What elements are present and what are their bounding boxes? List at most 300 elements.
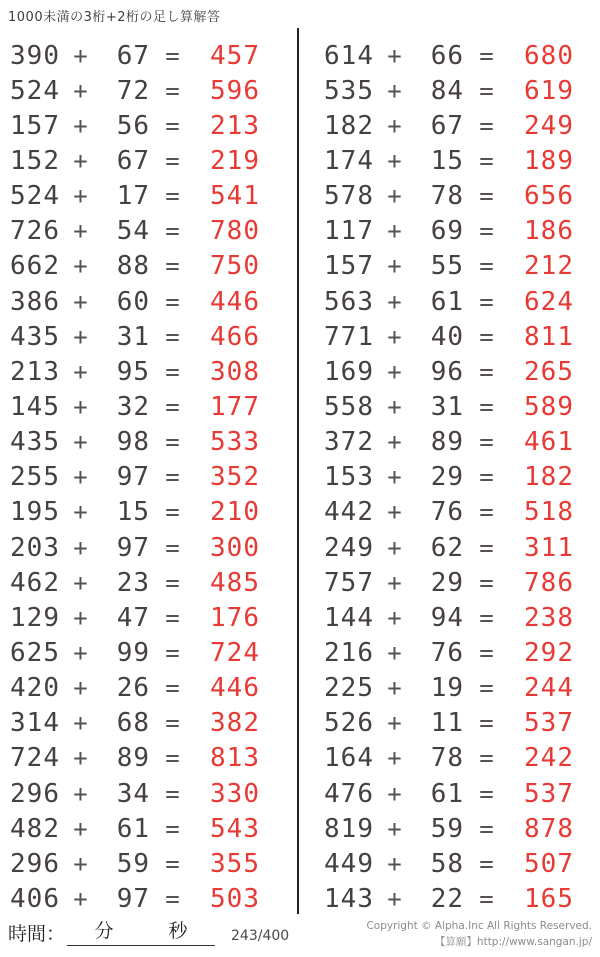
addend: 89	[116, 743, 150, 774]
copyright	[366, 916, 592, 951]
plus-sign: +	[387, 849, 403, 878]
answer: 242	[524, 743, 574, 774]
plus-sign: +	[73, 463, 89, 492]
augend: 726	[10, 216, 60, 247]
answer: 238	[524, 602, 574, 633]
augend: 406	[10, 883, 60, 914]
plus-sign: +	[387, 428, 403, 457]
answer: 352	[210, 462, 260, 493]
addend: 69	[430, 216, 464, 247]
augend: 296	[10, 848, 60, 879]
answer: 485	[210, 567, 260, 598]
problem-row	[320, 635, 600, 670]
equals-sign: =	[165, 392, 181, 421]
plus-sign: +	[73, 603, 89, 632]
plus-sign: +	[387, 463, 403, 492]
augend: 386	[10, 286, 60, 317]
answer: 355	[210, 848, 260, 879]
problem-row	[6, 179, 298, 214]
augend: 535	[324, 75, 374, 106]
problems-column-right	[298, 38, 600, 917]
plus-sign: +	[387, 111, 403, 140]
plus-sign: +	[73, 428, 89, 457]
equals-sign: =	[479, 498, 495, 527]
plus-sign: +	[387, 814, 403, 843]
plus-sign: +	[73, 217, 89, 246]
augend: 157	[10, 110, 60, 141]
plus-sign: +	[73, 533, 89, 562]
problem-row	[6, 741, 298, 776]
answer: 503	[210, 883, 260, 914]
equals-sign: =	[165, 322, 181, 351]
problem-row	[320, 495, 600, 530]
answer: 750	[210, 251, 260, 282]
plus-sign: +	[387, 744, 403, 773]
answer: 176	[210, 602, 260, 633]
problem-row	[320, 565, 600, 600]
augend: 216	[324, 637, 374, 668]
augend: 249	[324, 532, 374, 563]
answer: 624	[524, 286, 574, 317]
equals-sign: =	[165, 182, 181, 211]
addend: 97	[116, 532, 150, 563]
augend: 662	[10, 251, 60, 282]
answer: 811	[524, 321, 574, 352]
answer: 813	[210, 743, 260, 774]
addend: 54	[116, 216, 150, 247]
problem-row	[320, 530, 600, 565]
plus-sign: +	[73, 111, 89, 140]
plus-sign: +	[387, 709, 403, 738]
footer	[0, 916, 600, 951]
answer: 311	[524, 532, 574, 563]
equals-sign: =	[479, 533, 495, 562]
addend: 34	[116, 778, 150, 809]
equals-sign: =	[165, 709, 181, 738]
addend: 62	[430, 532, 464, 563]
augend: 145	[10, 391, 60, 422]
answer: 596	[210, 75, 260, 106]
addend: 59	[430, 813, 464, 844]
page-title: 1000未満の3桁+2桁の足し算解答	[8, 10, 221, 25]
addend: 15	[430, 145, 464, 176]
answer: 724	[210, 637, 260, 668]
equals-sign: =	[479, 76, 495, 105]
plus-sign: +	[387, 252, 403, 281]
augend: 213	[10, 356, 60, 387]
problem-row	[320, 389, 600, 424]
problem-row	[6, 389, 298, 424]
equals-sign: =	[165, 849, 181, 878]
equals-sign: =	[479, 744, 495, 773]
augend: 420	[10, 673, 60, 704]
addend: 67	[116, 145, 150, 176]
augend: 157	[324, 251, 374, 282]
addend: 29	[430, 567, 464, 598]
augend: 144	[324, 602, 374, 633]
equals-sign: =	[165, 674, 181, 703]
problem-row	[6, 143, 298, 178]
addend: 67	[116, 40, 150, 71]
equals-sign: =	[165, 76, 181, 105]
augend: 449	[324, 848, 374, 879]
augend: 143	[324, 883, 374, 914]
addend: 56	[116, 110, 150, 141]
problem-row	[6, 706, 298, 741]
answer: 518	[524, 497, 574, 528]
equals-sign: =	[165, 533, 181, 562]
problem-row	[320, 706, 600, 741]
answer: 537	[524, 778, 574, 809]
augend: 524	[10, 75, 60, 106]
answer: 186	[524, 216, 574, 247]
problem-row	[6, 600, 298, 635]
problem-row	[320, 425, 600, 460]
answer: 589	[524, 391, 574, 422]
plus-sign: +	[387, 76, 403, 105]
equals-sign: =	[165, 884, 181, 913]
problem-row	[320, 143, 600, 178]
addend: 31	[116, 321, 150, 352]
addend: 98	[116, 427, 150, 458]
augend: 526	[324, 708, 374, 739]
addend: 76	[430, 637, 464, 668]
problem-row	[320, 741, 600, 776]
answer: 219	[210, 145, 260, 176]
addend: 72	[116, 75, 150, 106]
answer: 533	[210, 427, 260, 458]
problem-row	[320, 319, 600, 354]
problem-row	[6, 354, 298, 389]
plus-sign: +	[73, 252, 89, 281]
plus-sign: +	[73, 41, 89, 70]
addend: 31	[430, 391, 464, 422]
problem-row	[320, 284, 600, 319]
problem-row	[6, 319, 298, 354]
addend: 22	[430, 883, 464, 914]
plus-sign: +	[387, 568, 403, 597]
equals-sign: =	[479, 709, 495, 738]
addend: 15	[116, 497, 150, 528]
equals-sign: =	[165, 779, 181, 808]
answer: 786	[524, 567, 574, 598]
problem-row	[6, 73, 298, 108]
equals-sign: =	[165, 357, 181, 386]
equals-sign: =	[165, 428, 181, 457]
addend: 61	[430, 286, 464, 317]
addend: 55	[430, 251, 464, 282]
answer: 212	[524, 251, 574, 282]
addend: 97	[116, 883, 150, 914]
augend: 524	[10, 181, 60, 212]
problem-row	[320, 73, 600, 108]
addend: 29	[430, 462, 464, 493]
equals-sign: =	[165, 41, 181, 70]
plus-sign: +	[73, 814, 89, 843]
plus-sign: +	[73, 884, 89, 913]
answer: 382	[210, 708, 260, 739]
problem-row	[6, 284, 298, 319]
time-label: 時間：	[8, 923, 66, 945]
answer: 878	[524, 813, 574, 844]
addend: 59	[116, 848, 150, 879]
plus-sign: +	[73, 498, 89, 527]
plus-sign: +	[387, 533, 403, 562]
minutes-label: 分	[94, 920, 114, 942]
augend: 614	[324, 40, 374, 71]
problem-row	[6, 776, 298, 811]
answer: 213	[210, 110, 260, 141]
addend: 89	[430, 427, 464, 458]
augend: 435	[10, 321, 60, 352]
addend: 95	[116, 356, 150, 387]
problem-row	[320, 776, 600, 811]
answer: 780	[210, 216, 260, 247]
problem-row	[320, 600, 600, 635]
copyright-line2: 【算願】http://www.sangan.jp/	[434, 936, 592, 949]
problem-row	[320, 354, 600, 389]
addend: 66	[430, 40, 464, 71]
addend: 23	[116, 567, 150, 598]
addend: 19	[430, 673, 464, 704]
addend: 47	[116, 602, 150, 633]
answer: 656	[524, 181, 574, 212]
equals-sign: =	[165, 463, 181, 492]
answer: 330	[210, 778, 260, 809]
equals-sign: =	[479, 674, 495, 703]
answer: 446	[210, 673, 260, 704]
augend: 757	[324, 567, 374, 598]
augend: 225	[324, 673, 374, 704]
augend: 129	[10, 602, 60, 633]
addend: 94	[430, 602, 464, 633]
addend: 60	[116, 286, 150, 317]
plus-sign: +	[387, 779, 403, 808]
augend: 442	[324, 497, 374, 528]
time-entry	[8, 916, 289, 946]
problem-row	[6, 425, 298, 460]
addend: 11	[430, 708, 464, 739]
equals-sign: =	[165, 568, 181, 597]
equals-sign: =	[479, 428, 495, 457]
addend: 76	[430, 497, 464, 528]
plus-sign: +	[73, 146, 89, 175]
answer: 543	[210, 813, 260, 844]
problem-row	[320, 881, 600, 916]
answer: 189	[524, 145, 574, 176]
problems-column-left	[0, 38, 298, 917]
augend: 182	[324, 110, 374, 141]
problem-row	[6, 38, 298, 73]
equals-sign: =	[165, 252, 181, 281]
plus-sign: +	[73, 568, 89, 597]
equals-sign: =	[165, 744, 181, 773]
augend: 476	[324, 778, 374, 809]
augend: 169	[324, 356, 374, 387]
answer: 446	[210, 286, 260, 317]
answer: 537	[524, 708, 574, 739]
equals-sign: =	[479, 392, 495, 421]
problem-row	[6, 460, 298, 495]
augend: 390	[10, 40, 60, 71]
equals-sign: =	[479, 603, 495, 632]
plus-sign: +	[73, 76, 89, 105]
addend: 58	[430, 848, 464, 879]
equals-sign: =	[479, 357, 495, 386]
problem-row	[320, 214, 600, 249]
time-blank-line	[67, 916, 215, 946]
plus-sign: +	[73, 287, 89, 316]
addend: 40	[430, 321, 464, 352]
addend: 67	[430, 110, 464, 141]
equals-sign: =	[165, 217, 181, 246]
equals-sign: =	[479, 252, 495, 281]
answer: 457	[210, 40, 260, 71]
addend: 88	[116, 251, 150, 282]
equals-sign: =	[479, 322, 495, 351]
augend: 563	[324, 286, 374, 317]
addend: 17	[116, 181, 150, 212]
plus-sign: +	[73, 744, 89, 773]
plus-sign: +	[387, 217, 403, 246]
augend: 771	[324, 321, 374, 352]
equals-sign: =	[479, 111, 495, 140]
answer: 466	[210, 321, 260, 352]
plus-sign: +	[387, 287, 403, 316]
equals-sign: =	[479, 638, 495, 667]
problem-row	[6, 249, 298, 284]
equals-sign: =	[479, 146, 495, 175]
equals-sign: =	[479, 463, 495, 492]
answer: 300	[210, 532, 260, 563]
problems-area	[0, 38, 600, 917]
problem-row	[320, 460, 600, 495]
equals-sign: =	[165, 638, 181, 667]
problem-row	[6, 671, 298, 706]
problem-row	[6, 530, 298, 565]
augend: 153	[324, 462, 374, 493]
plus-sign: +	[73, 322, 89, 351]
equals-sign: =	[165, 603, 181, 632]
augend: 372	[324, 427, 374, 458]
answer: 680	[524, 40, 574, 71]
equals-sign: =	[479, 849, 495, 878]
plus-sign: +	[73, 357, 89, 386]
plus-sign: +	[387, 638, 403, 667]
addend: 61	[116, 813, 150, 844]
problem-row	[320, 671, 600, 706]
augend: 314	[10, 708, 60, 739]
plus-sign: +	[73, 779, 89, 808]
addend: 84	[430, 75, 464, 106]
problem-row	[320, 811, 600, 846]
augend: 152	[10, 145, 60, 176]
answer: 541	[210, 181, 260, 212]
plus-sign: +	[73, 638, 89, 667]
answer: 165	[524, 883, 574, 914]
addend: 97	[116, 462, 150, 493]
augend: 296	[10, 778, 60, 809]
problem-row	[6, 811, 298, 846]
equals-sign: =	[479, 568, 495, 597]
addend: 68	[116, 708, 150, 739]
equals-sign: =	[165, 111, 181, 140]
plus-sign: +	[387, 498, 403, 527]
plus-sign: +	[73, 709, 89, 738]
answer: 177	[210, 391, 260, 422]
addend: 78	[430, 743, 464, 774]
problem-row	[6, 846, 298, 881]
addend: 96	[430, 356, 464, 387]
answer: 292	[524, 637, 574, 668]
augend: 117	[324, 216, 374, 247]
equals-sign: =	[479, 884, 495, 913]
problem-row	[6, 108, 298, 143]
equals-sign: =	[479, 217, 495, 246]
problem-row	[320, 846, 600, 881]
augend: 482	[10, 813, 60, 844]
addend: 99	[116, 637, 150, 668]
augend: 203	[10, 532, 60, 563]
problem-row	[320, 249, 600, 284]
plus-sign: +	[387, 41, 403, 70]
augend: 724	[10, 743, 60, 774]
addend: 61	[430, 778, 464, 809]
answer: 507	[524, 848, 574, 879]
augend: 174	[324, 145, 374, 176]
answer: 265	[524, 356, 574, 387]
addend: 26	[116, 673, 150, 704]
answer: 182	[524, 462, 574, 493]
augend: 558	[324, 391, 374, 422]
plus-sign: +	[387, 884, 403, 913]
problem-row	[6, 214, 298, 249]
answer: 461	[524, 427, 574, 458]
page-progress: 243/400	[231, 928, 290, 944]
plus-sign: +	[387, 603, 403, 632]
plus-sign: +	[73, 674, 89, 703]
plus-sign: +	[387, 392, 403, 421]
plus-sign: +	[73, 182, 89, 211]
plus-sign: +	[73, 392, 89, 421]
equals-sign: =	[165, 287, 181, 316]
augend: 819	[324, 813, 374, 844]
equals-sign: =	[165, 146, 181, 175]
plus-sign: +	[387, 182, 403, 211]
equals-sign: =	[479, 779, 495, 808]
answer: 210	[210, 497, 260, 528]
equals-sign: =	[479, 182, 495, 211]
answer: 619	[524, 75, 574, 106]
equals-sign: =	[165, 498, 181, 527]
plus-sign: +	[73, 849, 89, 878]
problem-row	[6, 635, 298, 670]
problem-row	[320, 108, 600, 143]
plus-sign: +	[387, 146, 403, 175]
problem-row	[320, 38, 600, 73]
augend: 164	[324, 743, 374, 774]
addend: 32	[116, 391, 150, 422]
augend: 255	[10, 462, 60, 493]
equals-sign: =	[479, 41, 495, 70]
answer: 308	[210, 356, 260, 387]
augend: 578	[324, 181, 374, 212]
plus-sign: +	[387, 674, 403, 703]
augend: 462	[10, 567, 60, 598]
augend: 625	[10, 637, 60, 668]
seconds-label: 秒	[168, 920, 188, 942]
answer: 249	[524, 110, 574, 141]
